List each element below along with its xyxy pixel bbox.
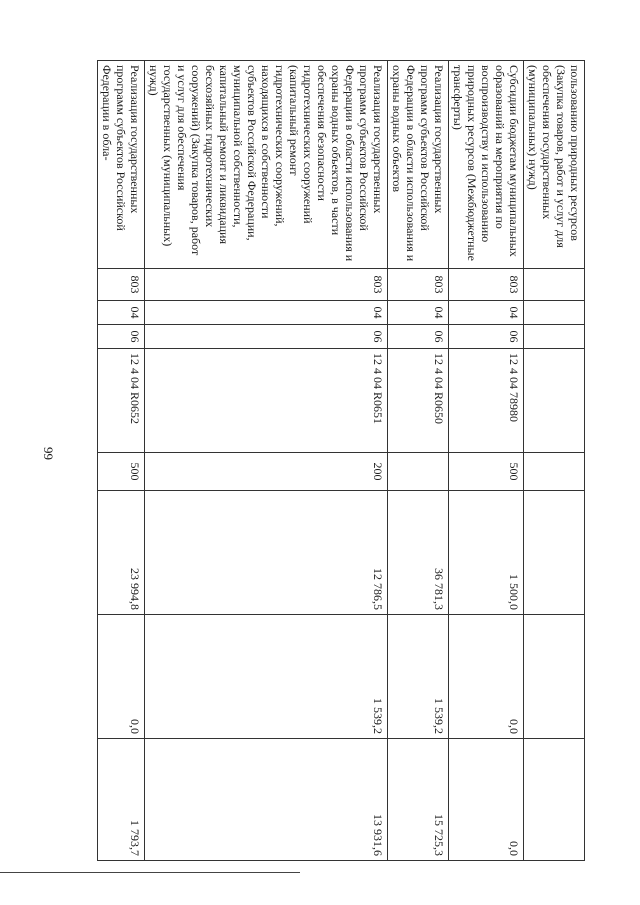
bottom-divider	[0, 872, 300, 873]
target-code-cell: 12 4 04 R0650	[388, 349, 449, 453]
subsection-code-cell: 06	[98, 325, 145, 349]
value-cell-3: 0,0	[449, 739, 524, 861]
target-code-cell: 12 4 04 R0651	[145, 349, 388, 453]
table-row	[98, 61, 145, 861]
section-code-cell: 04	[388, 301, 449, 325]
row-name-cell: пользованию природных ресурсов (Закупка товаров, работ и услуг для обеспечения государственных (муниципальных) нужд)	[524, 61, 585, 269]
section-code-cell: 04	[98, 301, 145, 325]
section-code-cell: 04	[449, 301, 524, 325]
row-name-cell: Реализация государственных программ субъектов Российской Федерации в обла-	[98, 61, 145, 269]
ministry-code-cell: 803	[98, 269, 145, 301]
expense-type-cell	[524, 453, 585, 491]
ministry-code-cell: 803	[449, 269, 524, 301]
table-row	[524, 61, 585, 861]
ministry-code-cell	[524, 269, 585, 301]
value-cell-1: 36 781,3	[388, 491, 449, 615]
row-name-cell: Реализация государственных программ субъектов Российской Федерации в области использования и охраны водных объектов	[388, 61, 449, 269]
value-cell-1: 12 786,5	[145, 491, 388, 615]
subsection-code-cell	[524, 325, 585, 349]
value-cell-3	[524, 739, 585, 861]
page-number: 99	[41, 447, 56, 460]
subsection-code-cell: 06	[388, 325, 449, 349]
expense-type-cell	[388, 453, 449, 491]
value-cell-2: 1 539,2	[388, 615, 449, 739]
value-cell-1: 1 500,0	[449, 491, 524, 615]
table-row	[145, 61, 388, 861]
expense-type-cell: 500	[449, 453, 524, 491]
value-cell-3: 13 931,6	[145, 739, 388, 861]
table-body	[98, 61, 585, 861]
target-code-cell	[524, 349, 585, 453]
ministry-code-cell: 803	[388, 269, 449, 301]
value-cell-2: 0,0	[449, 615, 524, 739]
budget-table	[97, 60, 585, 861]
table-row	[388, 61, 449, 861]
value-cell-1	[524, 491, 585, 615]
value-cell-2	[524, 615, 585, 739]
value-cell-3: 1 793,7	[98, 739, 145, 861]
value-cell-2: 0,0	[98, 615, 145, 739]
expense-type-cell: 500	[98, 453, 145, 491]
value-cell-3: 15 725,3	[388, 739, 449, 861]
budget-table-container	[97, 60, 585, 861]
subsection-code-cell: 06	[449, 325, 524, 349]
target-code-cell: 12 4 04 78980	[449, 349, 524, 453]
subsection-code-cell: 06	[145, 325, 388, 349]
row-name-cell: Реализация государственных программ субъектов Российской Федерации в области использования и охраны водных объектов, в части обеспечения безопасности гидротехнических сооружений (капитальный ремонт гидротехнических сооружений, находящихся в собственности субъектов Российской Федерации, муниципальной собственности, капитальный ремонт и ликвидация бесхозяйных гидротехнических сооружений) (Закупка товаров, работ и услуг для обеспечения государственных (муниципальных) нужд)	[145, 61, 388, 269]
row-name-cell: Субсидии бюджетам муниципальных образований на мероприятия по воспроизводству и использованию природных ресурсов (Межбюджетные трансферты)	[449, 61, 524, 269]
section-code-cell	[524, 301, 585, 325]
value-cell-1: 23 994,8	[98, 491, 145, 615]
target-code-cell: 12 4 04 R0652	[98, 349, 145, 453]
value-cell-2: 1 539,2	[145, 615, 388, 739]
section-code-cell: 04	[145, 301, 388, 325]
ministry-code-cell: 803	[145, 269, 388, 301]
expense-type-cell: 200	[145, 453, 388, 491]
table-row	[449, 61, 524, 861]
